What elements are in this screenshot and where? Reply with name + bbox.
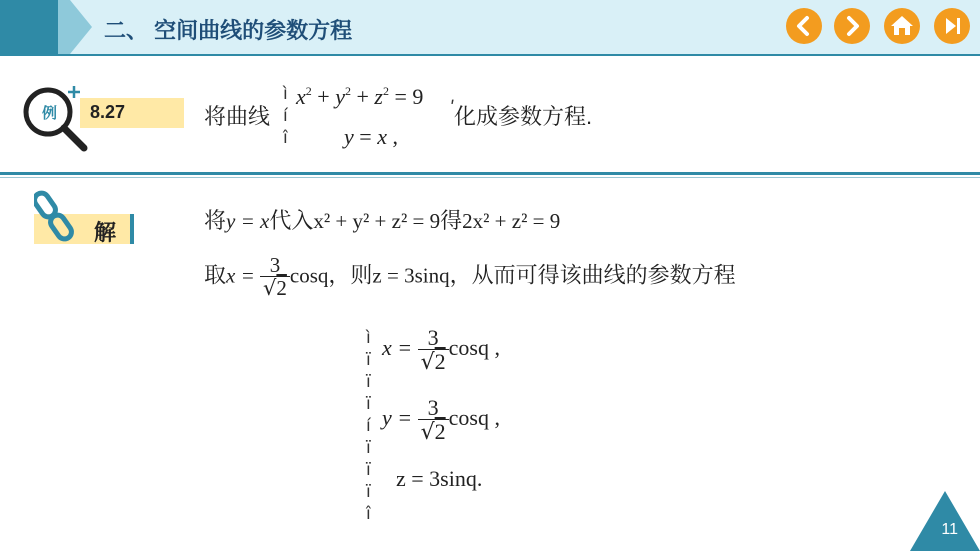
brace-middle: í	[283, 106, 288, 126]
home-icon	[884, 8, 920, 44]
header-divider	[0, 54, 980, 56]
brace-bottom: î	[283, 128, 288, 148]
system-brace-5: í	[366, 416, 371, 436]
example-number: 8.27	[90, 102, 126, 122]
solution-line-1: 将y = x代入x² + y² + z² = 9得2x² + z² = 9	[204, 208, 561, 233]
prev-button[interactable]	[786, 8, 822, 44]
system-brace-7: ï	[366, 460, 371, 480]
section-title: 二、 空间曲线的参数方程	[104, 18, 353, 43]
last-page-button[interactable]	[934, 8, 970, 44]
chevron-right-icon	[834, 8, 870, 44]
system-row-y: y = $\frac{3}{√2}$ cosq ,	[382, 395, 500, 446]
system-row-z: z = 3sinq.	[396, 466, 483, 491]
system-brace-3: ï	[366, 372, 371, 392]
question-tail-text: 化成参数方程.	[454, 104, 593, 129]
system-brace-6: ï	[366, 438, 371, 458]
equation-plane: y = x ,	[344, 124, 398, 149]
solution-label: 解	[94, 220, 117, 245]
question-lead-text: 将曲线	[204, 104, 271, 129]
section-divider-thin	[0, 177, 980, 178]
brace-top: ì	[283, 84, 288, 104]
skip-to-end-icon	[934, 8, 970, 44]
solution-line-2: 取x = $\frac{3}{√2}$ cosq，则z = 3sinq，从而可得该曲线的参数方程	[204, 253, 736, 301]
home-button[interactable]	[884, 8, 920, 44]
example-badge-char: 例	[42, 104, 58, 122]
system-brace-4: ï	[366, 394, 371, 414]
next-button[interactable]	[834, 8, 870, 44]
section-divider	[0, 172, 980, 175]
equation-sphere: $x^2 + y^2 + z^2 = 9$	[296, 84, 424, 109]
brace-close-mark: ʹ	[450, 98, 456, 119]
system-brace-8: ï	[366, 482, 371, 502]
system-row-x: x = $\frac{3}{√2}$ cosq ,	[382, 325, 500, 376]
page-number: 11	[941, 521, 958, 538]
system-brace-9: î	[366, 504, 371, 524]
chevron-left-icon	[786, 8, 822, 44]
system-brace-1: ì	[366, 328, 371, 348]
chain-link-icon	[34, 190, 86, 246]
system-brace-2: ï	[366, 350, 371, 370]
